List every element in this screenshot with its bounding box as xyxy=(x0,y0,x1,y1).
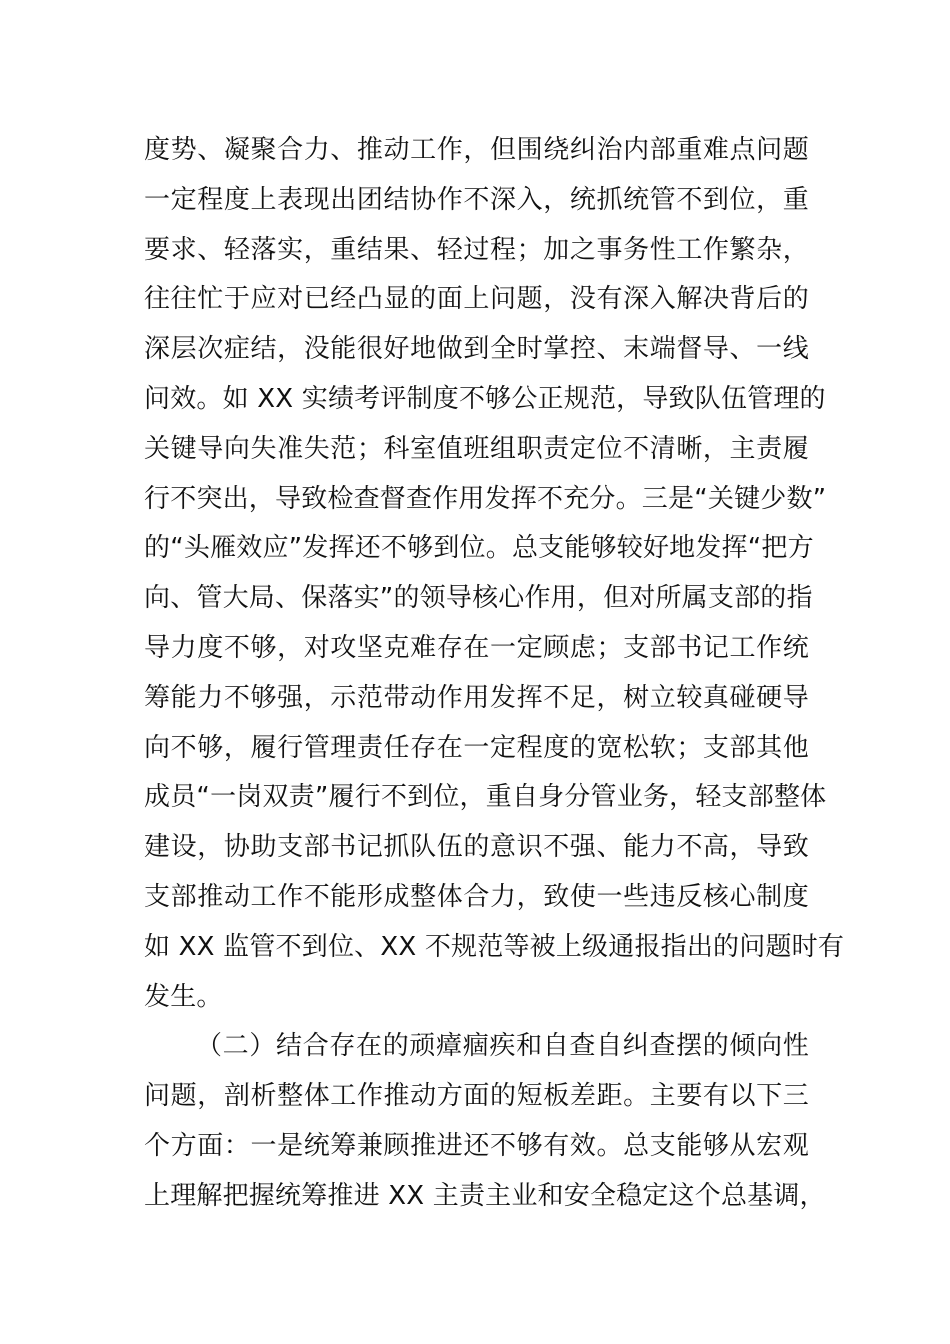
text-line: 问题，剖析整体工作推动方面的短板差距。主要有以下三 xyxy=(144,1081,809,1112)
text-line: 问效。如 XX 实绩考评制度不够公正规范，导致队伍管理的 xyxy=(144,383,826,414)
paragraph-end-line: 发生。 xyxy=(144,981,223,1012)
text-line: 的“头雁效应”发挥还不够到位。总支能够较好地发挥“把方 xyxy=(144,533,814,564)
text-line: 导力度不够，对攻坚克难存在一定顾虑；支部书记工作统 xyxy=(144,632,809,663)
text-line: 行不突出，导致检查督查作用发挥不充分。三是“关键少数” xyxy=(144,483,827,514)
text-line: 度势、凝聚合力、推动工作，但围绕纠治内部重难点问题 xyxy=(144,135,809,165)
text-line: 建设，协助支部书记抓队伍的意识不强、能力不高，导致 xyxy=(144,832,809,863)
text-line: 往往忙于应对已经凸显的面上问题，没有深入解决背后的 xyxy=(144,284,809,315)
text-line: 上理解把握统筹推进 XX 主责主业和安全稳定这个总基调， xyxy=(144,1180,826,1211)
text-line: 深层次症结，没能很好地做到全时掌控、末端督导、一线 xyxy=(144,334,809,365)
text-line: 筹能力不够强，示范带动作用发挥不足，树立较真碰硬导 xyxy=(144,682,809,713)
text-line: 向、管大局、保落实”的领导核心作用，但对所属支部的指 xyxy=(144,583,813,614)
body-text xyxy=(144,126,845,1222)
text-line: 要求、轻落实，重结果、轻过程；加之事务性工作繁杂， xyxy=(144,234,809,265)
text-line: 一定程度上表现出团结协作不深入，统抓统管不到位，重 xyxy=(144,184,809,215)
text-line: 如 XX 监管不到位、XX 不规范等被上级通报指出的问题时有 xyxy=(144,931,845,962)
text-line: 个方面：一是统筹兼顾推进还不够有效。总支能够从宏观 xyxy=(144,1130,809,1161)
text-line: 关键导向失准失范；科室值班组职责定位不清晰，主责履 xyxy=(144,433,809,464)
text-line: 成员“一岗双责”履行不到位，重自身分管业务，轻支部整体 xyxy=(144,782,827,813)
section-heading-line: （二）结合存在的顽瘴痼疾和自查自纠查摆的倾向性 xyxy=(196,1031,809,1062)
text-line: 支部推动工作不能形成整体合力，致使一些违反核心制度 xyxy=(144,881,809,912)
text-line: 向不够，履行管理责任存在一定程度的宽松软；支部其他 xyxy=(144,732,809,763)
